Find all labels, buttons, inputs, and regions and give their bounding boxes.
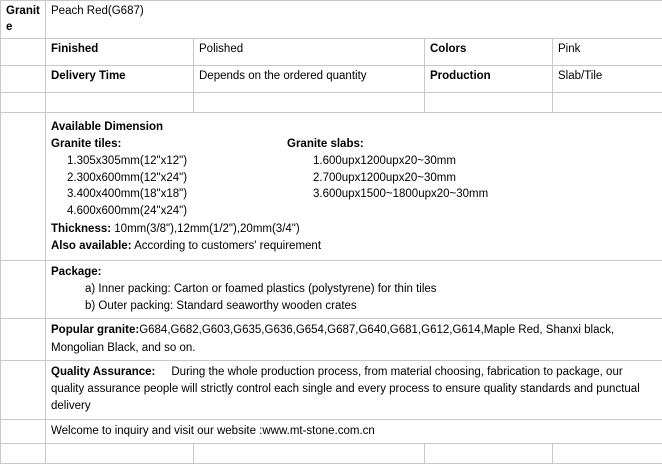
granite-tiles-column bbox=[51, 137, 287, 220]
spacer-cell bbox=[1, 319, 46, 361]
granite-tiles-heading: Granite tiles: bbox=[51, 137, 287, 153]
table-row-quality-assurance bbox=[1, 360, 662, 419]
popular-granite-line bbox=[51, 322, 658, 357]
table-row-empty bbox=[1, 93, 662, 113]
thickness-label: Thickness: bbox=[51, 223, 111, 235]
quality-assurance-label: Quality Assurance: bbox=[51, 366, 155, 378]
spacer-cell bbox=[553, 443, 662, 463]
spacer-cell bbox=[1, 113, 46, 261]
finished-value: Polished bbox=[194, 39, 425, 66]
table-row-delivery bbox=[1, 66, 662, 93]
table-row-dimension bbox=[1, 113, 662, 261]
popular-granite-cell bbox=[46, 319, 662, 361]
spacer-cell bbox=[1, 261, 46, 319]
table-row-finished bbox=[1, 39, 662, 66]
spacer-cell bbox=[1, 360, 46, 419]
finished-label: Finished bbox=[46, 39, 194, 66]
spacer-cell bbox=[1, 93, 46, 113]
spacer-cell bbox=[553, 93, 662, 113]
list-item: 3.400x400mm(18"x18") bbox=[51, 186, 287, 203]
table-row-empty bbox=[1, 443, 662, 463]
list-item: 1.305x305mm(12"x12") bbox=[51, 153, 287, 170]
package-title: Package: bbox=[51, 264, 658, 281]
spacer-cell bbox=[46, 93, 194, 113]
spacer-cell bbox=[194, 93, 425, 113]
colors-value: Pink bbox=[553, 39, 662, 66]
list-item: a) Inner packing: Carton or foamed plastics (polystyrene) for thin tiles bbox=[51, 281, 658, 298]
list-item: b) Outer packing: Standard seaworthy wooden crates bbox=[51, 298, 658, 315]
delivery-time-value: Depends on the ordered quantity bbox=[194, 66, 425, 93]
thickness-value: 10mm(3/8"),12mm(1/2"),20mm(3/4") bbox=[114, 223, 299, 235]
quality-assurance-value: During the whole production process, from material choosing, fabrication to package, our quality assurance people will strictly control each single and every process to ensure quality standards and punctual delivery bbox=[51, 366, 640, 413]
list-item: 4.600x600mm(24"x24") bbox=[51, 203, 287, 220]
welcome-text: Welcome to inquiry and visit our website :www.mt-stone.com.cn bbox=[51, 423, 658, 440]
table-row-welcome bbox=[1, 419, 662, 443]
production-value: Slab/Tile bbox=[553, 66, 662, 93]
welcome-cell bbox=[46, 419, 662, 443]
granite-slabs-column bbox=[287, 137, 658, 204]
dimension-title: Available Dimension bbox=[51, 120, 658, 136]
also-available-line bbox=[51, 238, 658, 255]
quality-assurance-line bbox=[51, 364, 658, 416]
delivery-time-label: Delivery Time bbox=[46, 66, 194, 93]
table-row-title bbox=[1, 1, 662, 39]
spacer-cell bbox=[1, 39, 46, 66]
dimension-cell bbox=[46, 113, 662, 261]
table-row-package bbox=[1, 261, 662, 319]
granite-label: Granite bbox=[1, 1, 46, 39]
product-name: Peach Red(G687) bbox=[46, 1, 662, 39]
quality-assurance-cell bbox=[46, 360, 662, 419]
also-available-label: Also available: bbox=[51, 240, 132, 252]
also-available-value: According to customers' requirement bbox=[134, 240, 321, 252]
list-item: 2.300x600mm(12"x24") bbox=[51, 170, 287, 187]
table-row-popular-granite bbox=[1, 319, 662, 361]
popular-granite-value: G684,G682,G603,G635,G636,G654,G687,G640,G681,G612,G614,Maple Red, Shanxi black, Mongolian Black, and so on. bbox=[51, 324, 614, 353]
list-item: 1.600upx1200upx20~30mm bbox=[287, 153, 658, 170]
spacer-cell bbox=[425, 443, 553, 463]
colors-label: Colors bbox=[425, 39, 553, 66]
production-label: Production bbox=[425, 66, 553, 93]
spacer-cell bbox=[194, 443, 425, 463]
spacer-cell bbox=[46, 443, 194, 463]
spacer-cell bbox=[1, 419, 46, 443]
spacer-cell bbox=[1, 66, 46, 93]
list-item: 3.600upx1500~1800upx20~30mm bbox=[287, 186, 658, 203]
popular-granite-label: Popular granite: bbox=[51, 324, 139, 336]
granite-slabs-heading: Granite slabs: bbox=[287, 137, 658, 153]
package-cell bbox=[46, 261, 662, 319]
list-item: 2.700upx1200upx20~30mm bbox=[287, 170, 658, 187]
spacer-cell bbox=[425, 93, 553, 113]
spacer-cell bbox=[1, 443, 46, 463]
thickness-line bbox=[51, 221, 658, 238]
